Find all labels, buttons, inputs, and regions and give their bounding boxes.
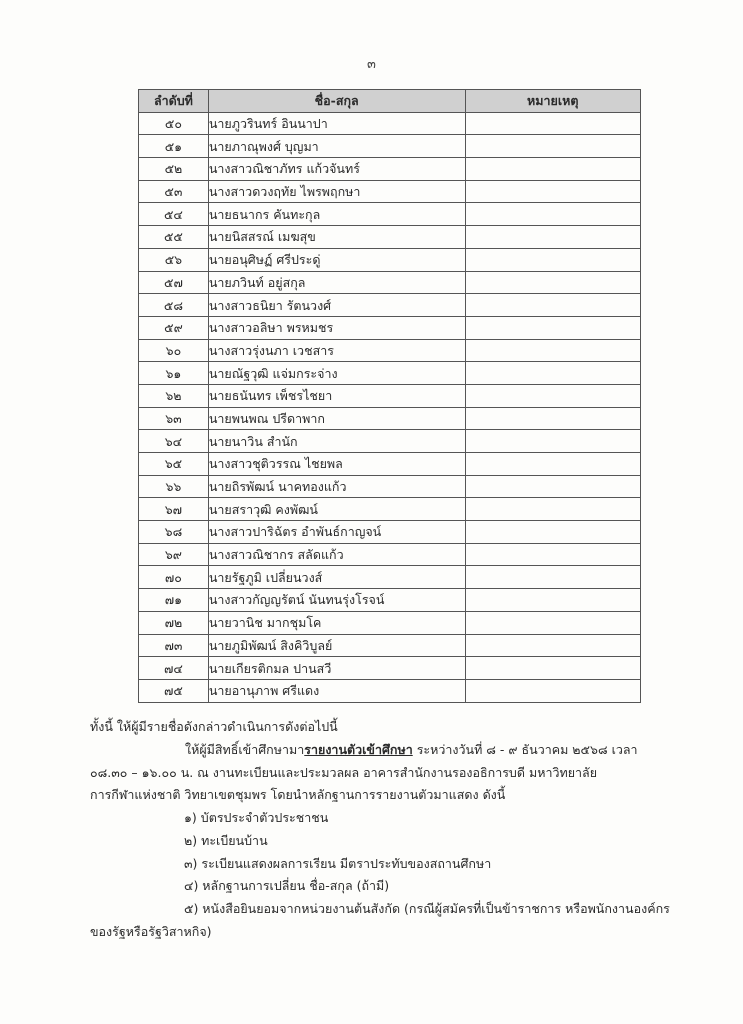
document-list (184, 807, 704, 921)
row-number: ๖๖ (139, 475, 209, 498)
row-name: นางสาวปาริฉัตร อำพันธ์กาญจน์ (208, 521, 465, 544)
document-item: ๒) ทะเบียนบ้าน (184, 832, 268, 848)
table-row (139, 158, 641, 181)
row-number: ๖๙ (139, 543, 209, 566)
row-remark (465, 112, 641, 135)
table-row (139, 634, 641, 657)
row-name: นายภวินท์ อยู่สกุล (208, 271, 465, 294)
row-name: นายนาวิน สำนัก (208, 430, 465, 453)
table-row (139, 316, 641, 339)
row-number: ๗๕ (139, 679, 209, 702)
row-number: ๖๑ (139, 362, 209, 385)
paragraph-line-3: การกีฬาแห่งชาติ วิทยาเขตชุมพร โดยนำหลักฐานการรายงานตัวมาแสดง ดังนี้ (90, 787, 506, 803)
row-name: นางสาวชุติวรรณ ไชยพล (208, 453, 465, 476)
paragraph-text-c: ระหว่างวันที่ ๘ - ๙ ธันวาคม ๒๕๖๘ เวลา (412, 741, 638, 757)
table-row (139, 203, 641, 226)
table-row (139, 226, 641, 249)
row-remark (465, 316, 641, 339)
table-row (139, 135, 641, 158)
row-name: นายสราวุฒิ คงพัฒน์ (208, 498, 465, 521)
row-name: นายธนากร คันทะกุล (208, 203, 465, 226)
row-name: นายภูวรินทร์ อินนาปา (208, 112, 465, 135)
row-name: นางสาวอลิษา พรหมชร (208, 316, 465, 339)
row-remark (465, 611, 641, 634)
row-remark (465, 543, 641, 566)
row-name: นายถิรพัฒน์ นาคทองแก้ว (208, 475, 465, 498)
report-emphasis: รายงานตัวเข้าศึกษา (304, 741, 413, 757)
document-item: ๓) ระเบียนแสดงผลการเรียน มีตราประทับของสถานศึกษา (184, 855, 492, 871)
table-row (139, 180, 641, 203)
row-number: ๕๖ (139, 248, 209, 271)
row-name: นายรัฐภูมิ เปลี่ยนวงส์ (208, 566, 465, 589)
row-remark (465, 294, 641, 317)
row-number: ๖๔ (139, 430, 209, 453)
table-row (139, 611, 641, 634)
row-number: ๕๕ (139, 226, 209, 249)
document-item-continuation: ของรัฐหรือรัฐวิสาหกิจ) (90, 924, 212, 939)
row-remark (465, 679, 641, 702)
row-name: นายเกียรติกมล ปานสวี (208, 657, 465, 680)
row-number: ๖๘ (139, 521, 209, 544)
table-row (139, 589, 641, 612)
row-remark (465, 203, 641, 226)
document-item: ๕) หนังสือยินยอมจากหน่วยงานต้นสังกัด (กรณีผู้สมัครที่เป็นข้าราชการ หรือพนักงานองค์กร (184, 901, 670, 917)
row-number: ๖๐ (139, 339, 209, 362)
row-number: ๕๙ (139, 316, 209, 339)
table-row (139, 566, 641, 589)
table-row (139, 339, 641, 362)
table-row (139, 384, 641, 407)
table-row (139, 543, 641, 566)
instruction-paragraph (90, 739, 690, 807)
page-number: ๓ (367, 57, 376, 72)
row-remark (465, 135, 641, 158)
row-remark (465, 407, 641, 430)
row-name: นายพนพณ ปรีดาพาก (208, 407, 465, 430)
row-name: นายอานุภาพ ศรีแดง (208, 679, 465, 702)
row-remark (465, 248, 641, 271)
row-number: ๖๓ (139, 407, 209, 430)
row-name: นายนิสสรณ์ เมฆสุข (208, 226, 465, 249)
row-remark (465, 158, 641, 181)
row-remark (465, 634, 641, 657)
row-number: ๖๒ (139, 384, 209, 407)
row-number: ๗๒ (139, 611, 209, 634)
row-number: ๗๓ (139, 634, 209, 657)
row-number: ๕๒ (139, 158, 209, 181)
row-number: ๗๔ (139, 657, 209, 680)
table-row (139, 453, 641, 476)
document-item: ๑) บัตรประจำตัวประชาชน (184, 810, 329, 825)
table-row (139, 407, 641, 430)
row-name: นางสาวกัญญรัตน์ นันทนรุ่งโรจน์ (208, 589, 465, 612)
row-number: ๕๑ (139, 135, 209, 158)
row-remark (465, 384, 641, 407)
paragraph-line-1 (90, 739, 690, 762)
table-header-row (139, 90, 641, 113)
document-item: ๔) หลักฐานการเปลี่ยน ชื่อ-สกุล (ถ้ามี) (184, 878, 390, 894)
row-number: ๕๐ (139, 112, 209, 135)
paragraph-line-2: ๐๘.๓๐ – ๑๖.๐๐ น. ณ งานทะเบียนและประมวลผล อาคารสำนักงานรองอธิการบดี มหาวิทยาลัย (90, 764, 598, 780)
instruction-intro: ทั้งนี้ ให้ผู้มีรายชื่อดังกล่าวดำเนินการดังต่อไปนี้ (90, 719, 338, 734)
row-remark (465, 657, 641, 680)
row-remark (465, 498, 641, 521)
row-remark (465, 430, 641, 453)
row-name: นางสาวณิชาภัทร แก้วจันทร์ (208, 158, 465, 181)
table-row (139, 521, 641, 544)
table-row (139, 112, 641, 135)
row-remark (465, 453, 641, 476)
row-remark (465, 566, 641, 589)
row-number: ๖๕ (139, 453, 209, 476)
header-order: ลำดับที่ (139, 90, 209, 113)
row-number: ๕๗ (139, 271, 209, 294)
table-row (139, 679, 641, 702)
row-name: นายภูมิพัฒน์ สิงคิวิบูลย์ (208, 634, 465, 657)
table-row (139, 657, 641, 680)
row-number: ๕๔ (139, 203, 209, 226)
row-name: นายภาณุพงศ์ บุญมา (208, 135, 465, 158)
header-name: ชื่อ-สกุล (208, 90, 465, 113)
table-row (139, 294, 641, 317)
row-remark (465, 362, 641, 385)
row-number: ๗๐ (139, 566, 209, 589)
row-name: นางสาวธนิยา รัตนวงศ์ (208, 294, 465, 317)
row-remark (465, 589, 641, 612)
row-name: นางสาวดวงฤทัย ไพรพฤกษา (208, 180, 465, 203)
header-remark: หมายเหตุ (465, 90, 641, 113)
row-remark (465, 339, 641, 362)
row-number: ๕๘ (139, 294, 209, 317)
row-remark (465, 475, 641, 498)
row-remark (465, 271, 641, 294)
paragraph-text-a: ให้ผู้มีสิทธิ์เข้าศึกษามา (185, 741, 305, 757)
row-number: ๖๗ (139, 498, 209, 521)
row-name: นายธนันทร เพ็ชรไชยา (208, 384, 465, 407)
table-row (139, 498, 641, 521)
row-remark (465, 226, 641, 249)
row-name: นายวานิช มากชุมโค (208, 611, 465, 634)
table-row (139, 475, 641, 498)
roster-table (138, 89, 641, 703)
table-row (139, 248, 641, 271)
row-name: นางสาวรุ่งนภา เวชสาร (208, 339, 465, 362)
table-row (139, 271, 641, 294)
table-row (139, 430, 641, 453)
row-name: นายณัฐวุฒิ แจ่มกระจ่าง (208, 362, 465, 385)
row-number: ๕๓ (139, 180, 209, 203)
row-name: นางสาวณิชากร สลัดแก้ว (208, 543, 465, 566)
row-number: ๗๑ (139, 589, 209, 612)
row-remark (465, 521, 641, 544)
table-row (139, 362, 641, 385)
row-remark (465, 180, 641, 203)
row-name: นายอนุศิษฏ์ ศรีประดู่ (208, 248, 465, 271)
